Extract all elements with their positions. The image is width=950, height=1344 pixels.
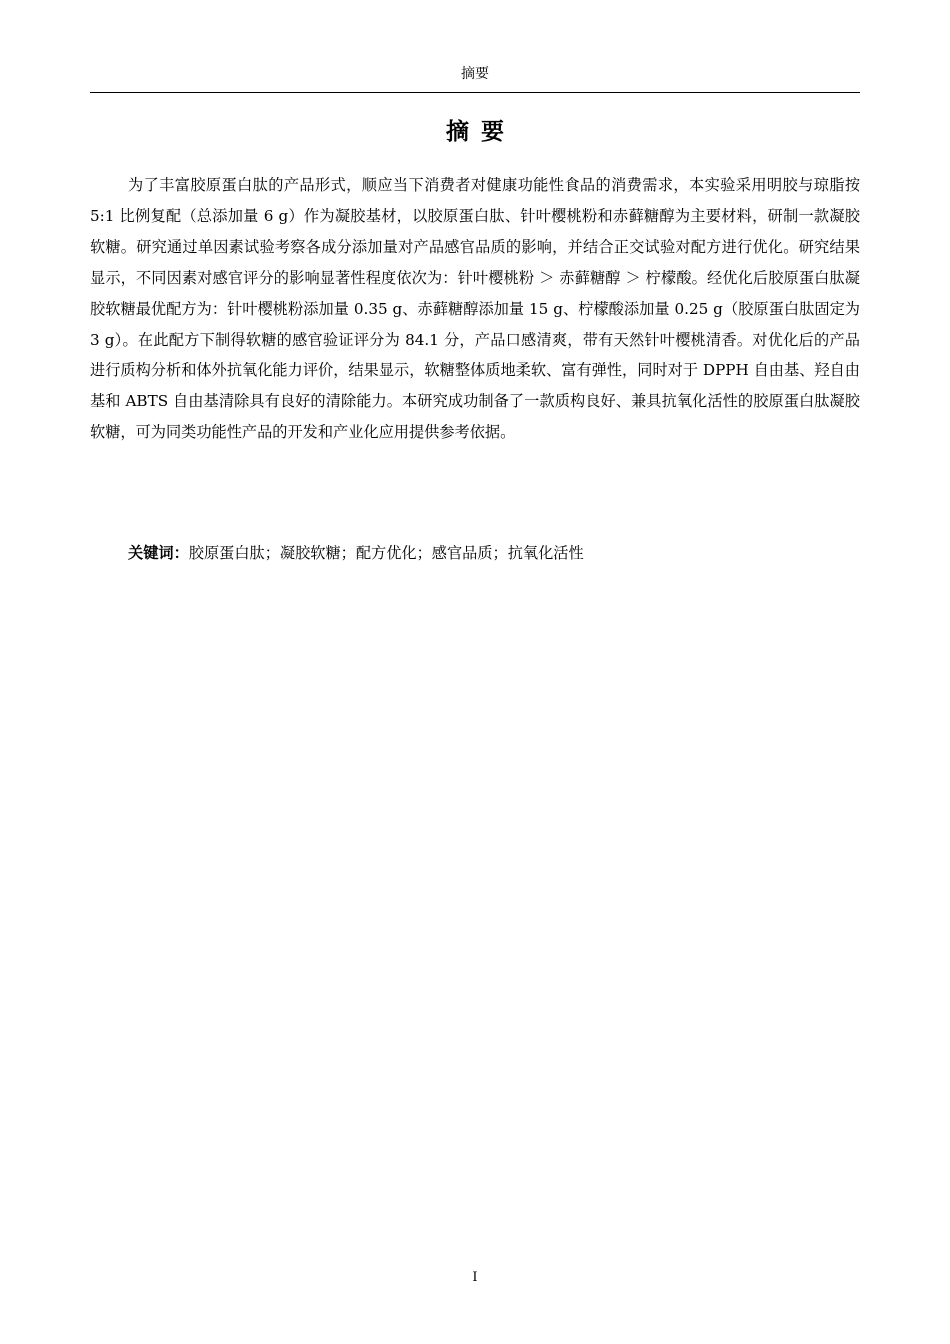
running-header: 摘要 xyxy=(461,66,489,82)
page-number: I xyxy=(472,1270,478,1285)
header-rule xyxy=(90,92,860,93)
abstract-body: 为了丰富胶原蛋白肽的产品形式，顺应当下消费者对健康功能性食品的消费需求，本实验采用明胶与琼脂按 5:1 比例复配（总添加量 6 g）作为凝胶基材，以胶原蛋白肽、针叶樱桃粉和赤藓糖醇为主要材料，研制一款凝胶软糖。研究通过单因素试验考察各成分添加量对产品感官品质的影响，并结合正交试验对配方进行优化。研究结果显示，不同因素对感官评分的影响显著性程度依次为：针叶樱桃粉 ＞ 赤藓糖醇 ＞ 柠檬酸。经优化后胶原蛋白肽凝胶软糖最优配方为：针叶樱桃粉添加量 0.35 g、赤藓糖醇添加量 15 g、柠檬酸添加量 0.25 g（胶原蛋白肽固定为 3 g）。在此配方下制得软糖的感官验证评分为 84.1 分，产品口感清爽，带有天然针叶樱桃清香。对优化后的产品进行质构分析和体外抗氧化能力评价，结果显示，软糖整体质地柔软、富有弹性，同时对于 DPPH 自由基、羟自由基和 ABTS 自由基清除具有良好的清除能力。本研究成功制备了一款质构良好、兼具抗氧化活性的胶原蛋白肽凝胶软糖，可为同类功能性产品的开发和产业化应用提供参考依据。 xyxy=(90,176,860,442)
keywords-line xyxy=(128,538,860,568)
keywords-label: 关键词： xyxy=(128,544,189,562)
abstract-title: 摘要 xyxy=(446,119,516,145)
keywords-text: 胶原蛋白肽；凝胶软糖；配方优化；感官品质；抗氧化活性 xyxy=(188,544,584,562)
